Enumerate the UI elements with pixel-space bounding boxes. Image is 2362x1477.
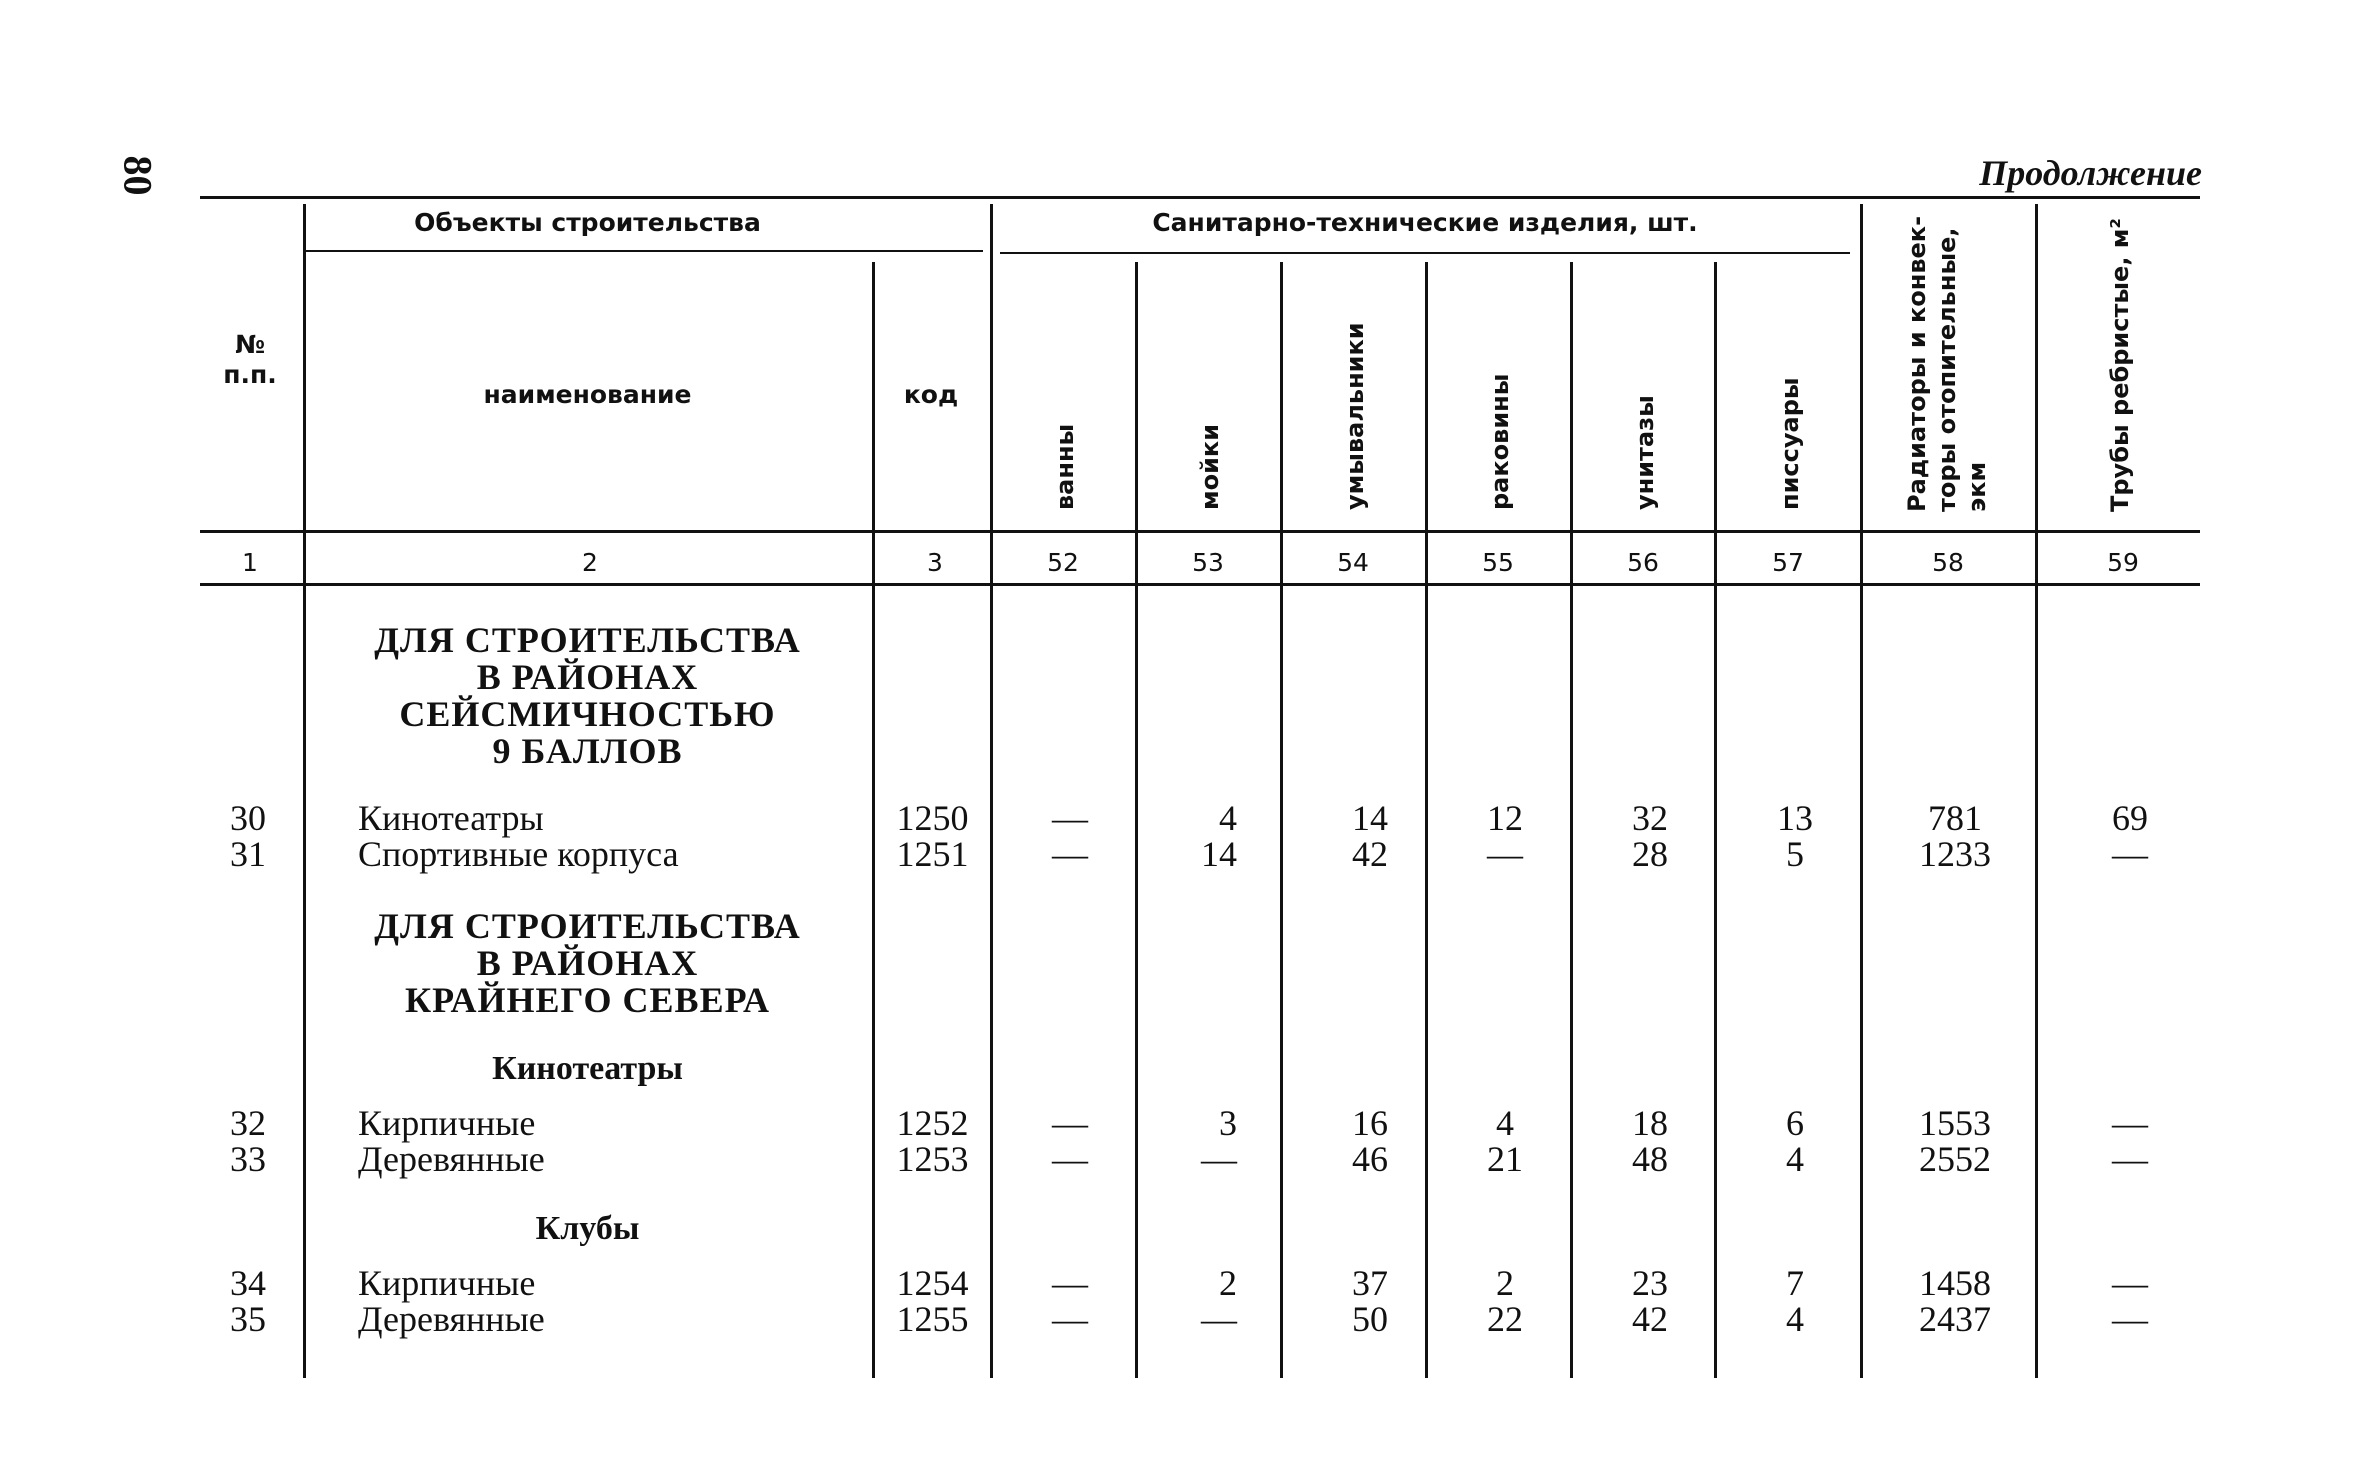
cell-c58: 1233 [1919,834,1991,874]
cell-c58: 2437 [1919,1299,1991,1339]
sanitary-group-rule [1000,252,1850,254]
cell-num: 33 [230,1139,266,1179]
cell-c52: — [1052,834,1088,874]
cell-c57: 6 [1786,1103,1804,1143]
section-heading-line: СЕЙСМИЧНОСТЬЮ [399,694,776,734]
cell-c54: 37 [1352,1263,1388,1303]
cell-num: 32 [230,1103,266,1143]
cell-c56: 42 [1632,1299,1668,1339]
header-num: № п.п. [223,330,277,389]
table-row [0,800,2362,836]
table-row [0,1141,2362,1177]
cell-code: 1255 [896,1299,969,1339]
cell-code: 1251 [896,834,969,874]
col-rule [1860,204,1863,1378]
table-row [0,1301,2362,1337]
header-sanitary-group: Санитарно-технические изделия, шт. [1152,208,1698,237]
table-row [0,1105,2362,1141]
cell-c55: 22 [1487,1299,1523,1339]
cell-code: 1250 [896,798,969,838]
cell-code: 1253 [896,1139,969,1179]
section-heading-line: ДЛЯ СТРОИТЕЛЬСТВА [374,906,801,946]
cell-c58: 2552 [1919,1139,1991,1179]
cell-c59: — [2112,1263,2148,1303]
cell-c56: 28 [1632,834,1668,874]
cell-c54: 16 [1352,1103,1388,1143]
cell-c56: 23 [1632,1263,1668,1303]
header-bottom-rule [200,530,2200,533]
subsection-clubs: Клубы [535,1210,640,1247]
continuation-label: Продолжение [1979,153,2202,193]
cell-num: 34 [230,1263,266,1303]
cell-c52: — [1052,798,1088,838]
cell-c52: — [1052,1103,1088,1143]
cell-c58: 1458 [1919,1263,1991,1303]
colnum: 54 [1337,548,1369,577]
cell-c59: — [2112,834,2148,874]
colnum: 3 [927,548,943,577]
header-urinals: писсуары [1776,377,1804,510]
cell-name: Кирпичные [358,1263,536,1303]
cell-name: Деревянные [358,1139,545,1179]
colnum-bottom-rule [200,583,2200,586]
cell-c58: 1553 [1919,1103,1991,1143]
header-toilets: унитазы [1631,395,1659,510]
cell-num: 30 [230,798,266,838]
cell-c55: 21 [1487,1139,1523,1179]
colnum: 2 [582,548,598,577]
header-code: код [903,380,959,409]
colnum: 59 [2107,548,2139,577]
section-heading-north [305,908,870,1019]
cell-num: 35 [230,1299,266,1339]
header-finned-pipes: Трубы ребристые, м² [2106,218,2134,512]
header-objects-group: Объекты строительства [414,208,761,237]
cell-c54: 50 [1352,1299,1388,1339]
cell-c55: — [1487,834,1523,874]
colnum: 56 [1627,548,1659,577]
cell-c57: 13 [1777,798,1813,838]
cell-c53: 4 [1219,798,1237,838]
cell-name: Спортивные корпуса [358,834,679,874]
table-row [0,836,2362,872]
section-heading-line: ДЛЯ СТРОИТЕЛЬСТВА [374,620,801,660]
section-heading-line: КРАЙНЕГО СЕВЕРА [405,980,770,1020]
cell-c52: — [1052,1263,1088,1303]
cell-c53: 2 [1219,1263,1237,1303]
header-radiators-l2: торы отопительные, [1933,227,1961,512]
cell-c54: 42 [1352,834,1388,874]
cell-c52: — [1052,1299,1088,1339]
section-heading-line: В РАЙОНАХ [476,943,699,983]
colnum: 55 [1482,548,1514,577]
cell-c53: — [1201,1299,1237,1339]
header-basins: раковины [1486,373,1514,510]
cell-c57: 4 [1786,1139,1804,1179]
cell-c59: 69 [2112,798,2148,838]
cell-c56: 18 [1632,1103,1668,1143]
cell-c57: 4 [1786,1299,1804,1339]
colnum: 57 [1772,548,1804,577]
colnum: 58 [1932,548,1964,577]
cell-c55: 12 [1487,798,1523,838]
header-radiators-l1: Радиаторы и конвек- [1903,215,1931,512]
col-rule [2035,204,2038,1378]
cell-c55: 4 [1496,1103,1514,1143]
cell-c59: — [2112,1299,2148,1339]
header-sinks: мойки [1196,423,1224,510]
section-heading-seismic [305,622,870,770]
header-name: наименование [483,380,692,409]
cell-c56: 32 [1632,798,1668,838]
cell-c52: — [1052,1139,1088,1179]
colnum: 1 [242,548,258,577]
cell-name: Деревянные [358,1299,545,1339]
cell-c55: 2 [1496,1263,1514,1303]
cell-c56: 48 [1632,1139,1668,1179]
cell-name: Кирпичные [358,1103,536,1143]
cell-c53: 14 [1201,834,1237,874]
cell-c58: 781 [1928,798,1982,838]
page-number: 80 [115,155,161,196]
cell-c57: 5 [1786,834,1804,874]
cell-c53: — [1201,1139,1237,1179]
cell-c59: — [2112,1139,2148,1179]
cell-c53: 3 [1219,1103,1237,1143]
header-baths: ванны [1051,423,1079,510]
colnum: 53 [1192,548,1224,577]
cell-num: 31 [230,834,266,874]
table-row [0,1265,2362,1301]
header-radiators-l3: экм [1963,461,1991,512]
cell-c57: 7 [1786,1263,1804,1303]
subsection-cinemas: Кинотеатры [492,1050,683,1087]
section-heading-line: 9 БАЛЛОВ [492,731,683,771]
cell-code: 1254 [896,1263,969,1303]
table-top-rule [200,196,2200,199]
col-rule [990,204,993,1378]
cell-c54: 46 [1352,1139,1388,1179]
objects-group-rule [305,250,983,252]
colnum: 52 [1047,548,1079,577]
section-heading-line: В РАЙОНАХ [476,657,699,697]
cell-c59: — [2112,1103,2148,1143]
header-washbasins: умывальники [1341,322,1369,510]
cell-c54: 14 [1352,798,1388,838]
cell-name: Кинотеатры [358,798,544,838]
cell-code: 1252 [896,1103,969,1143]
